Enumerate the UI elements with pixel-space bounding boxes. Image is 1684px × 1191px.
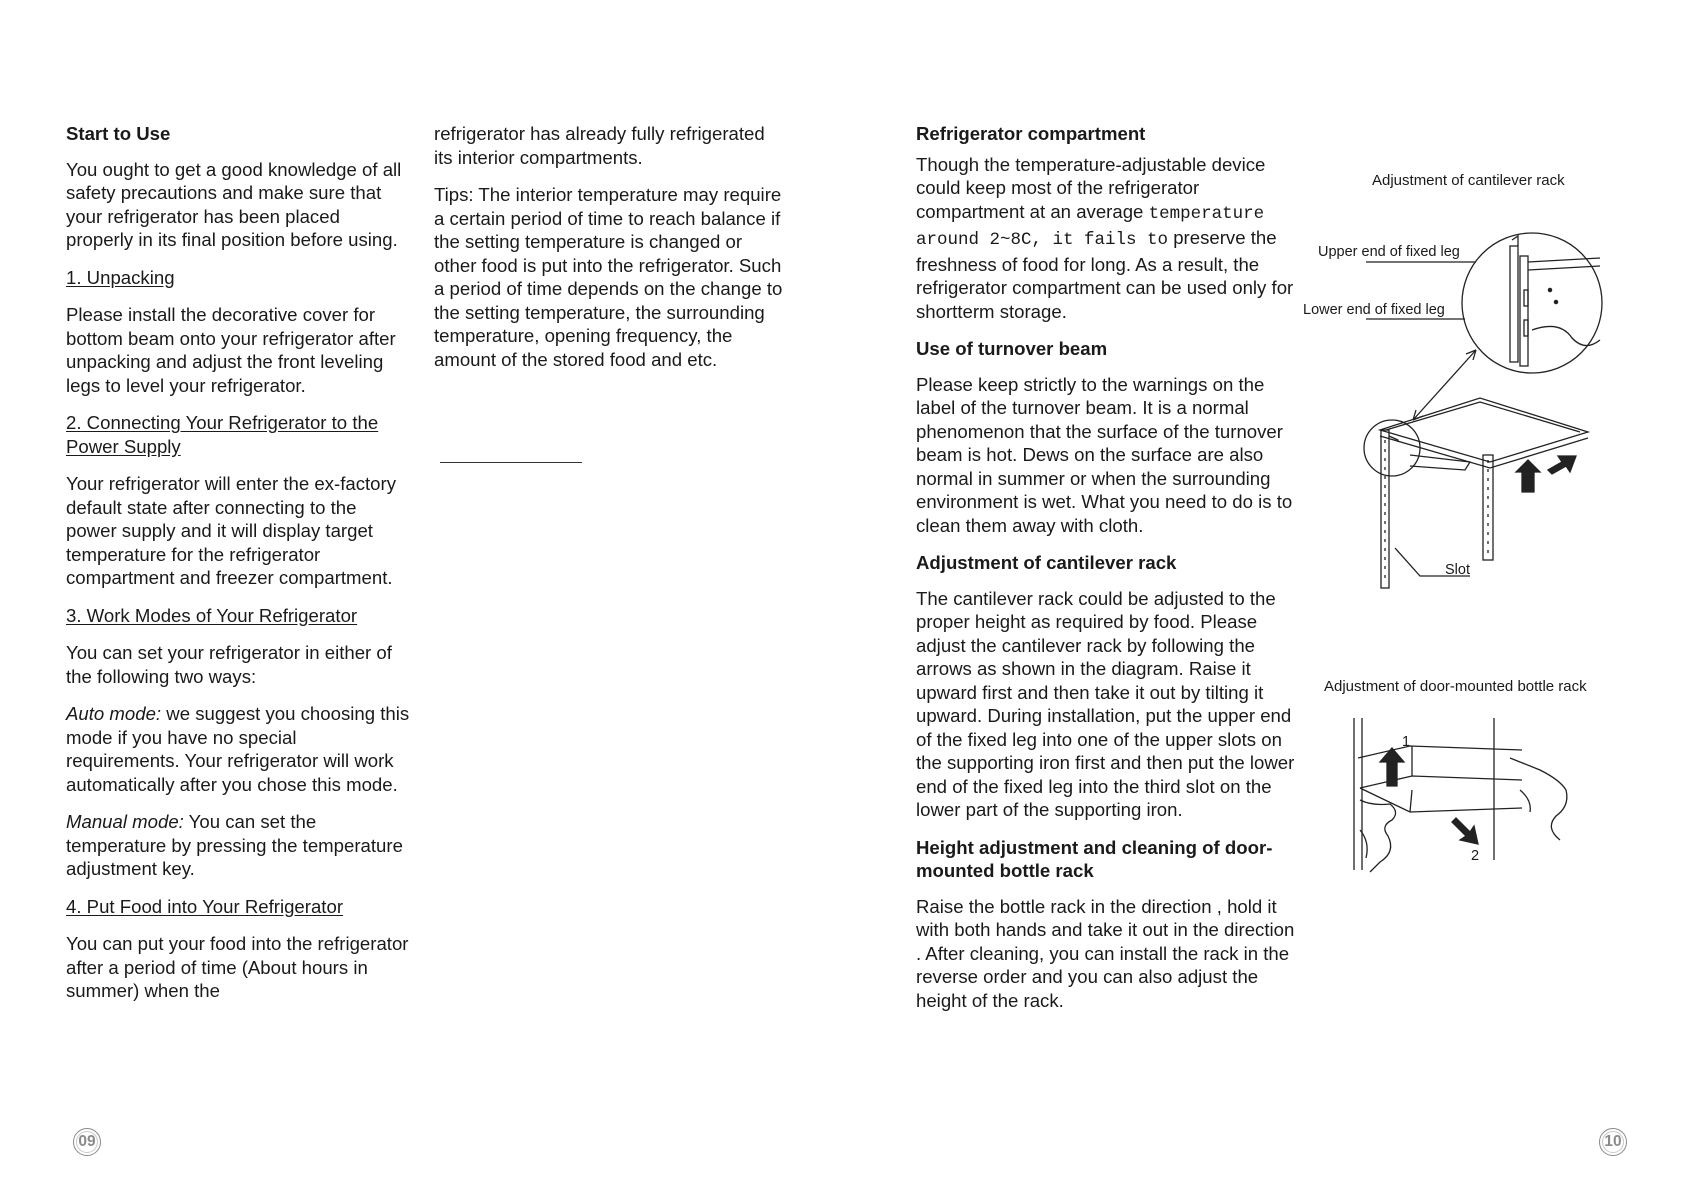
- bottle-rack: [1358, 746, 1522, 812]
- tips-paragraph: Tips: The interior temperature may require a certain period of time to reach balance if the setting temperature is changed or other food is put into the refrigerator. Such a period of time depends on the change to the setting temperature, the surrounding temperature, opening frequency, the amount of the stored food and etc.: [434, 184, 783, 370]
- right-hand: [1510, 758, 1567, 840]
- step-2-label: 2: [1471, 848, 1480, 864]
- unpacking-title: 1. Unpacking: [66, 266, 175, 288]
- door-liner: [1354, 718, 1494, 870]
- page-number-left: 09: [73, 1128, 101, 1156]
- bottle-rack-heading: Height adjustment and cleaning of door-mounted bottle rack: [916, 836, 1273, 881]
- manual-mode-body: You can set the temperature by pressing the temperature adjustment key.: [66, 811, 403, 879]
- auto-mode-label: Auto mode:: [66, 703, 162, 724]
- turnover-beam-body: Please keep strictly to the warnings on the label of the turnover beam. It is a normal phenomenon that the surface of the turnover beam is hot. Dews on the surface are also normal in summer or when the surrounding environment is wet. What you need to do is to clean them away with cloth.: [916, 373, 1293, 536]
- page-number-right: 10: [1599, 1128, 1627, 1156]
- slot-label: Slot: [1445, 562, 1470, 578]
- turnover-beam-heading: Use of turnover beam: [916, 338, 1108, 359]
- bottle-rack-figure-caption: Adjustment of door-mounted bottle rack: [1324, 678, 1587, 695]
- manual-mode-label: Manual mode:: [66, 811, 184, 832]
- bottle-rack-body: Raise the bottle rack in the direction , hold it with both hands and take it out in the direction . After cleaning, you can install the rack in the reverse order and you can also adjust the height of the rack.: [916, 895, 1295, 1011]
- intro-paragraph: You ought to get a good knowledge of all safety precautions and make sure that your refrigerator has been placed properly in its final position before using.: [66, 158, 402, 250]
- temperature-range-text: temperature around 2~8C, it fails to: [916, 203, 1265, 250]
- pull-out-arrow: [1452, 818, 1478, 844]
- unpacking-body: Please install the decorative cover for bottom beam onto your refrigerator after unpacking and adjust the front leveling legs to level your refrigerator.: [66, 304, 396, 396]
- auto-mode-body: we suggest you choosing this mode if you have no special requirements. Your refrigerator will work automatically after you chose this mode.: [66, 703, 410, 795]
- lower-end-label: Lower end of fixed leg: [1303, 302, 1445, 318]
- cantilever-rack-body: The cantilever rack could be adjusted to the proper height as required by food. Please adjust the cantilever rack by following the arrows as shown in the diagram. Raise it upward first and then take it out by tilting it upward. During installation, put the upper end of the fixed leg into one of the upper slots on the supporting iron first and then put the lower end of the fixed leg into the third slot on the lower part of the supporting iron.: [916, 587, 1295, 820]
- work-modes-body: You can set your refrigerator in either of the following two ways:: [66, 642, 392, 687]
- upper-end-label: Upper end of fixed leg: [1318, 244, 1460, 260]
- left-hand: [1360, 800, 1396, 872]
- power-supply-body: Your refrigerator will enter the ex-factory default state after connecting to the power supply and it will display target temperature for the refrigerator compartment and freezer compartment.: [66, 473, 397, 588]
- continued-paragraph: refrigerator has already fully refrigerated its interior compartments.: [434, 123, 765, 168]
- cantilever-rack-heading: Adjustment of cantilever rack: [916, 552, 1177, 573]
- start-to-use-heading: Start to Use: [66, 123, 171, 144]
- refrigerator-compartment-heading: Refrigerator compartment: [916, 123, 1146, 144]
- step-1-label: 1: [1402, 734, 1411, 750]
- put-food-body: You can put your food into the refrigerator after a period of time (About hours in summer) when the: [66, 933, 409, 1001]
- work-modes-title: 3. Work Modes of Your Refrigerator: [66, 604, 358, 626]
- put-food-title: 4. Put Food into Your Refrigerator: [66, 895, 344, 917]
- power-supply-title: 2. Connecting Your Refrigerator to the Power Supply: [66, 412, 379, 457]
- lift-up-arrow: [1380, 748, 1404, 786]
- cantilever-figure-caption: Adjustment of cantilever rack: [1372, 172, 1565, 189]
- refrigerator-compartment-text-a: Though the temperature-adjustable device could keep most of the refrigerator compartment at an average: [916, 153, 1266, 222]
- refrigerator-compartment-text-b: preserve the freshness of food for long. As a result, the refrigerator compartment can be used only for shortterm storage.: [916, 227, 1294, 322]
